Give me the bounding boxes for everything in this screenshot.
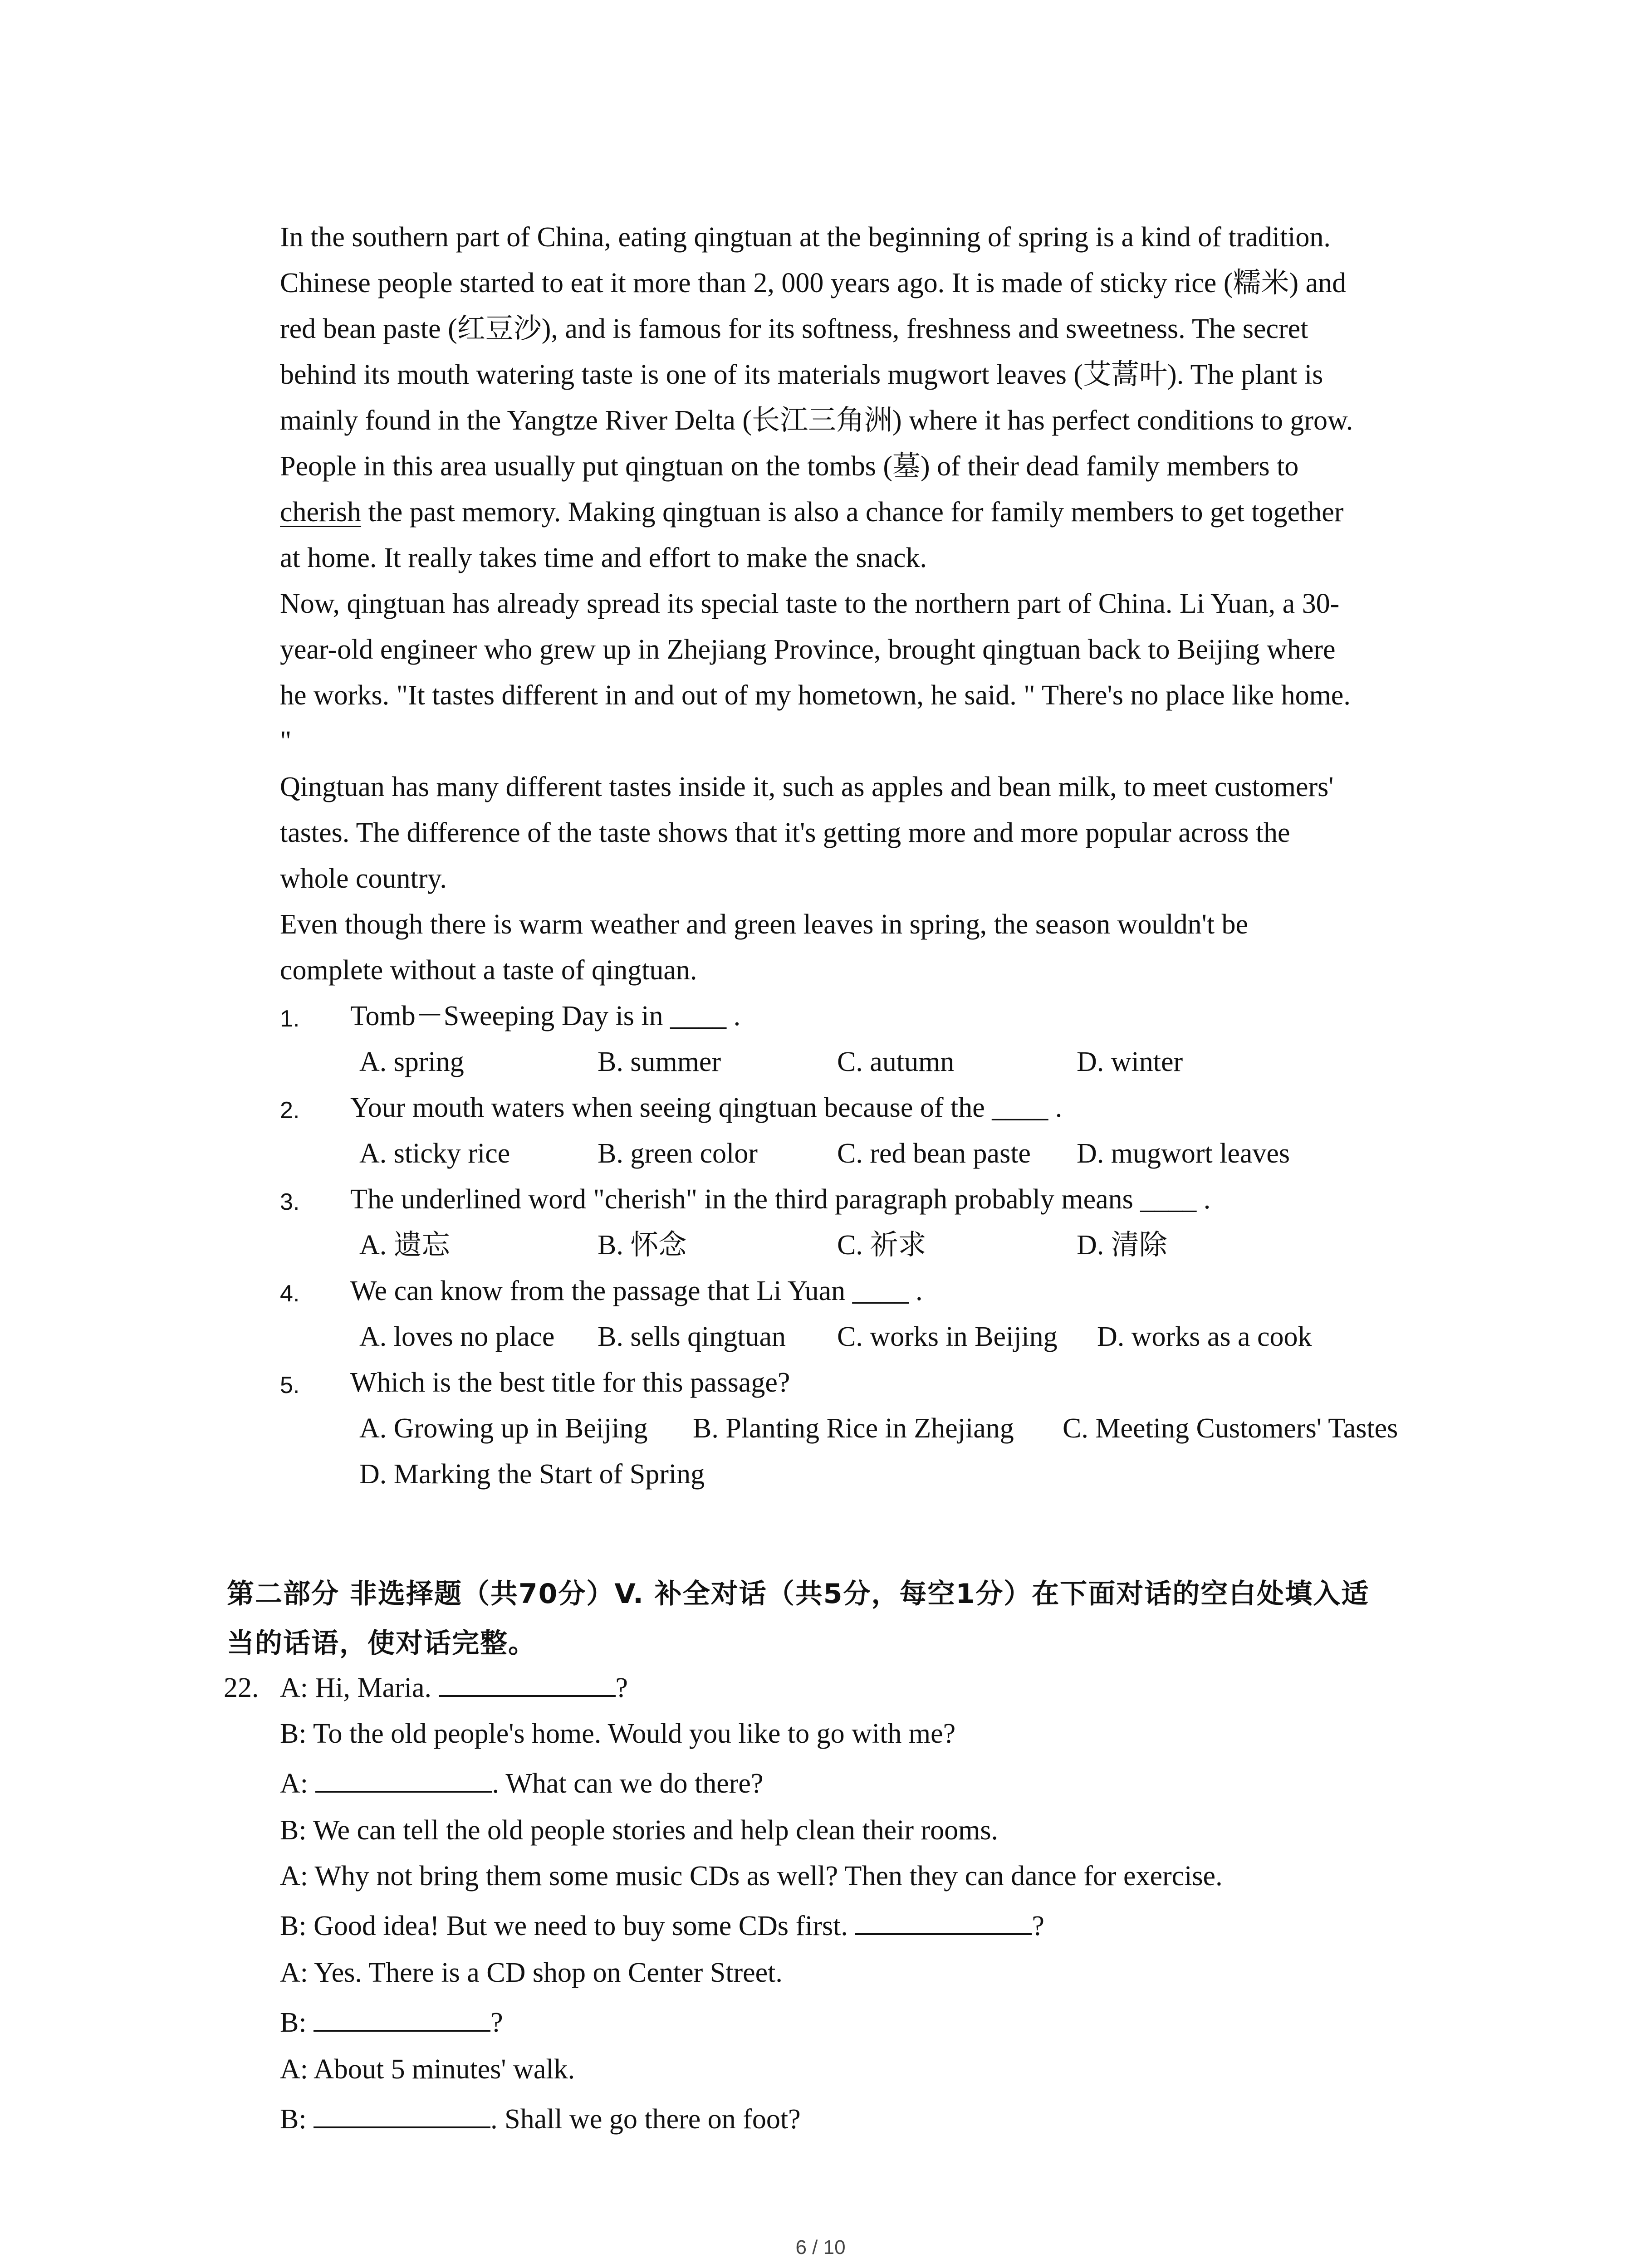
dialogue-text: B: To the old people's home. Would you like to go with me?	[280, 1718, 956, 1749]
passage-line: whole country.	[280, 863, 447, 894]
passage-line-rest: the past memory. Making qingtuan is also a chance for family members to get together	[368, 497, 1344, 528]
answer-blank[interactable]	[439, 1674, 616, 1697]
dialogue-line	[280, 2009, 503, 2037]
option-a[interactable]: A. Growing up in Beijing	[359, 1413, 648, 1444]
dialogue-line	[280, 1862, 1223, 1890]
dialogue-text: ?	[1032, 1911, 1044, 1941]
dialogue-text: B: We can tell the old people stories and help clean their rooms.	[280, 1815, 999, 1846]
option-b[interactable]: B. summer	[598, 1046, 721, 1077]
dialogue-text: B:	[280, 2007, 314, 2038]
option-c[interactable]: C. red bean paste	[837, 1138, 1031, 1169]
underlined-word: cherish	[280, 497, 362, 528]
option-d[interactable]: D. winter	[1077, 1046, 1183, 1077]
option-d[interactable]: D. works as a cook	[1097, 1321, 1312, 1352]
dialogue-line	[280, 2055, 575, 2083]
passage-line: People in this area usually put qingtuan on the tombs (墓) of their dead family members to	[280, 451, 1299, 482]
passage-line: Chinese people started to eat it more than 2, 000 years ago. It is made of sticky rice (糯米) and	[280, 268, 1347, 298]
option-c[interactable]: C. works in Beijing	[837, 1321, 1058, 1352]
question-number: 1.	[280, 1006, 300, 1032]
section-heading: 第二部分 非选择题（共70分）V. 补全对话（共5分，每空1分）在下面对话的空白处填入适	[227, 1578, 1370, 1610]
answer-blank[interactable]	[315, 1770, 492, 1793]
passage-line: mainly found in the Yangtze River Delta (长江三角洲) where it has perfect conditions to grow.	[280, 405, 1353, 436]
passage-line: Qingtuan has many different tastes inside it, such as apples and bean milk, to meet customers'	[280, 772, 1334, 802]
passage-line: complete without a taste of qingtuan.	[280, 955, 697, 986]
option-b[interactable]: B. 怀念	[598, 1230, 687, 1261]
option-a[interactable]: A. sticky rice	[359, 1138, 510, 1169]
option-d[interactable]: D. 清除	[1077, 1230, 1167, 1261]
answer-blank[interactable]	[314, 2106, 490, 2128]
option-c[interactable]: C. 祈求	[837, 1230, 926, 1261]
option-a[interactable]: A. spring	[359, 1046, 464, 1077]
option-b[interactable]: B. sells qingtuan	[598, 1321, 786, 1352]
dialogue-line	[280, 1959, 783, 1987]
dialogue-text: A: Why not bring them some music CDs as well? Then they can dance for exercise.	[280, 1861, 1223, 1892]
option-a[interactable]: A. 遗忘	[359, 1230, 450, 1261]
dialogue-text: A: Hi, Maria.	[280, 1672, 439, 1703]
passage-line: Now, qingtuan has already spread its special taste to the northern part of China. Li Yuan, a 30-	[280, 588, 1340, 619]
question-text: Tomb－Sweeping Day is in ____ .	[350, 1001, 741, 1031]
dialogue-line	[280, 1769, 763, 1798]
answer-blank[interactable]	[855, 1912, 1032, 1935]
passage-line: In the southern part of China, eating qingtuan at the beginning of spring is a kind of tradition.	[280, 222, 1331, 253]
option-a[interactable]: A. loves no place	[359, 1321, 555, 1352]
question-text: Which is the best title for this passage?	[350, 1367, 790, 1398]
option-b[interactable]: B. Planting Rice in Zhejiang	[693, 1413, 1014, 1444]
dialogue-text: B:	[280, 2104, 314, 2135]
passage-line: tastes. The difference of the taste shows that it's getting more and more popular across the	[280, 817, 1290, 848]
dialogue-text: A:	[280, 1768, 315, 1799]
question-number: 2.	[280, 1097, 300, 1124]
passage-line: he works. "It tastes different in and out of my hometown, he said. " There's no place like home.	[280, 680, 1351, 711]
section-heading-continued: 当的话语，使对话完整。	[227, 1628, 536, 1659]
option-c[interactable]: C. Meeting Customers' Tastes	[1063, 1413, 1398, 1444]
dialogue-text: ?	[490, 2007, 503, 2038]
option-b[interactable]: B. green color	[598, 1138, 758, 1169]
question-text: We can know from the passage that Li Yuan ____ .	[350, 1276, 923, 1306]
dialogue-text: ?	[615, 1672, 628, 1703]
question-text: Your mouth waters when seeing qingtuan because of the ____ .	[350, 1092, 1063, 1123]
dialogue-line	[280, 1674, 628, 1702]
passage-line: red bean paste (红豆沙), and is famous for its softness, freshness and sweetness. The secret	[280, 313, 1308, 344]
question-text: The underlined word "cherish" in the third paragraph probably means ____ .	[350, 1184, 1211, 1215]
option-c[interactable]: C. autumn	[837, 1046, 955, 1077]
passage-line: year-old engineer who grew up in Zhejiang Province, brought qingtuan back to Beijing where	[280, 634, 1336, 665]
passage-line: behind its mouth watering taste is one of its materials mugwort leaves (艾蒿叶). The plant is	[280, 359, 1323, 390]
option-d[interactable]: D. Marking the Start of Spring	[359, 1459, 705, 1490]
passage-line: at home. It really takes time and effort to make the snack.	[280, 543, 927, 573]
page-number: 6 / 10	[795, 2236, 846, 2258]
dialogue-line	[280, 1912, 1044, 1940]
dialogue-text: . What can we do there?	[492, 1768, 764, 1799]
dialogue-text: A: About 5 minutes' walk.	[280, 2054, 575, 2085]
question-number: 5.	[280, 1372, 300, 1398]
dialogue-line	[280, 2105, 801, 2133]
dialogue-text: . Shall we go there on foot?	[490, 2104, 801, 2135]
dialogue-line	[280, 1720, 955, 1748]
dialogue-text: A: Yes. There is a CD shop on Center Street.	[280, 1957, 783, 1988]
answer-blank[interactable]	[314, 2009, 490, 2032]
question-number: 3.	[280, 1189, 300, 1215]
passage-line: "	[280, 726, 292, 757]
passage-line-with-underline	[280, 498, 1343, 526]
option-d[interactable]: D. mugwort leaves	[1077, 1138, 1290, 1169]
question-number: 22.	[224, 1672, 259, 1703]
dialogue-text: B: Good idea! But we need to buy some CDs first.	[280, 1911, 855, 1941]
passage-line: Even though there is warm weather and green leaves in spring, the season wouldn't be	[280, 909, 1249, 940]
question-number: 4.	[280, 1281, 300, 1307]
dialogue-line	[280, 1816, 998, 1844]
